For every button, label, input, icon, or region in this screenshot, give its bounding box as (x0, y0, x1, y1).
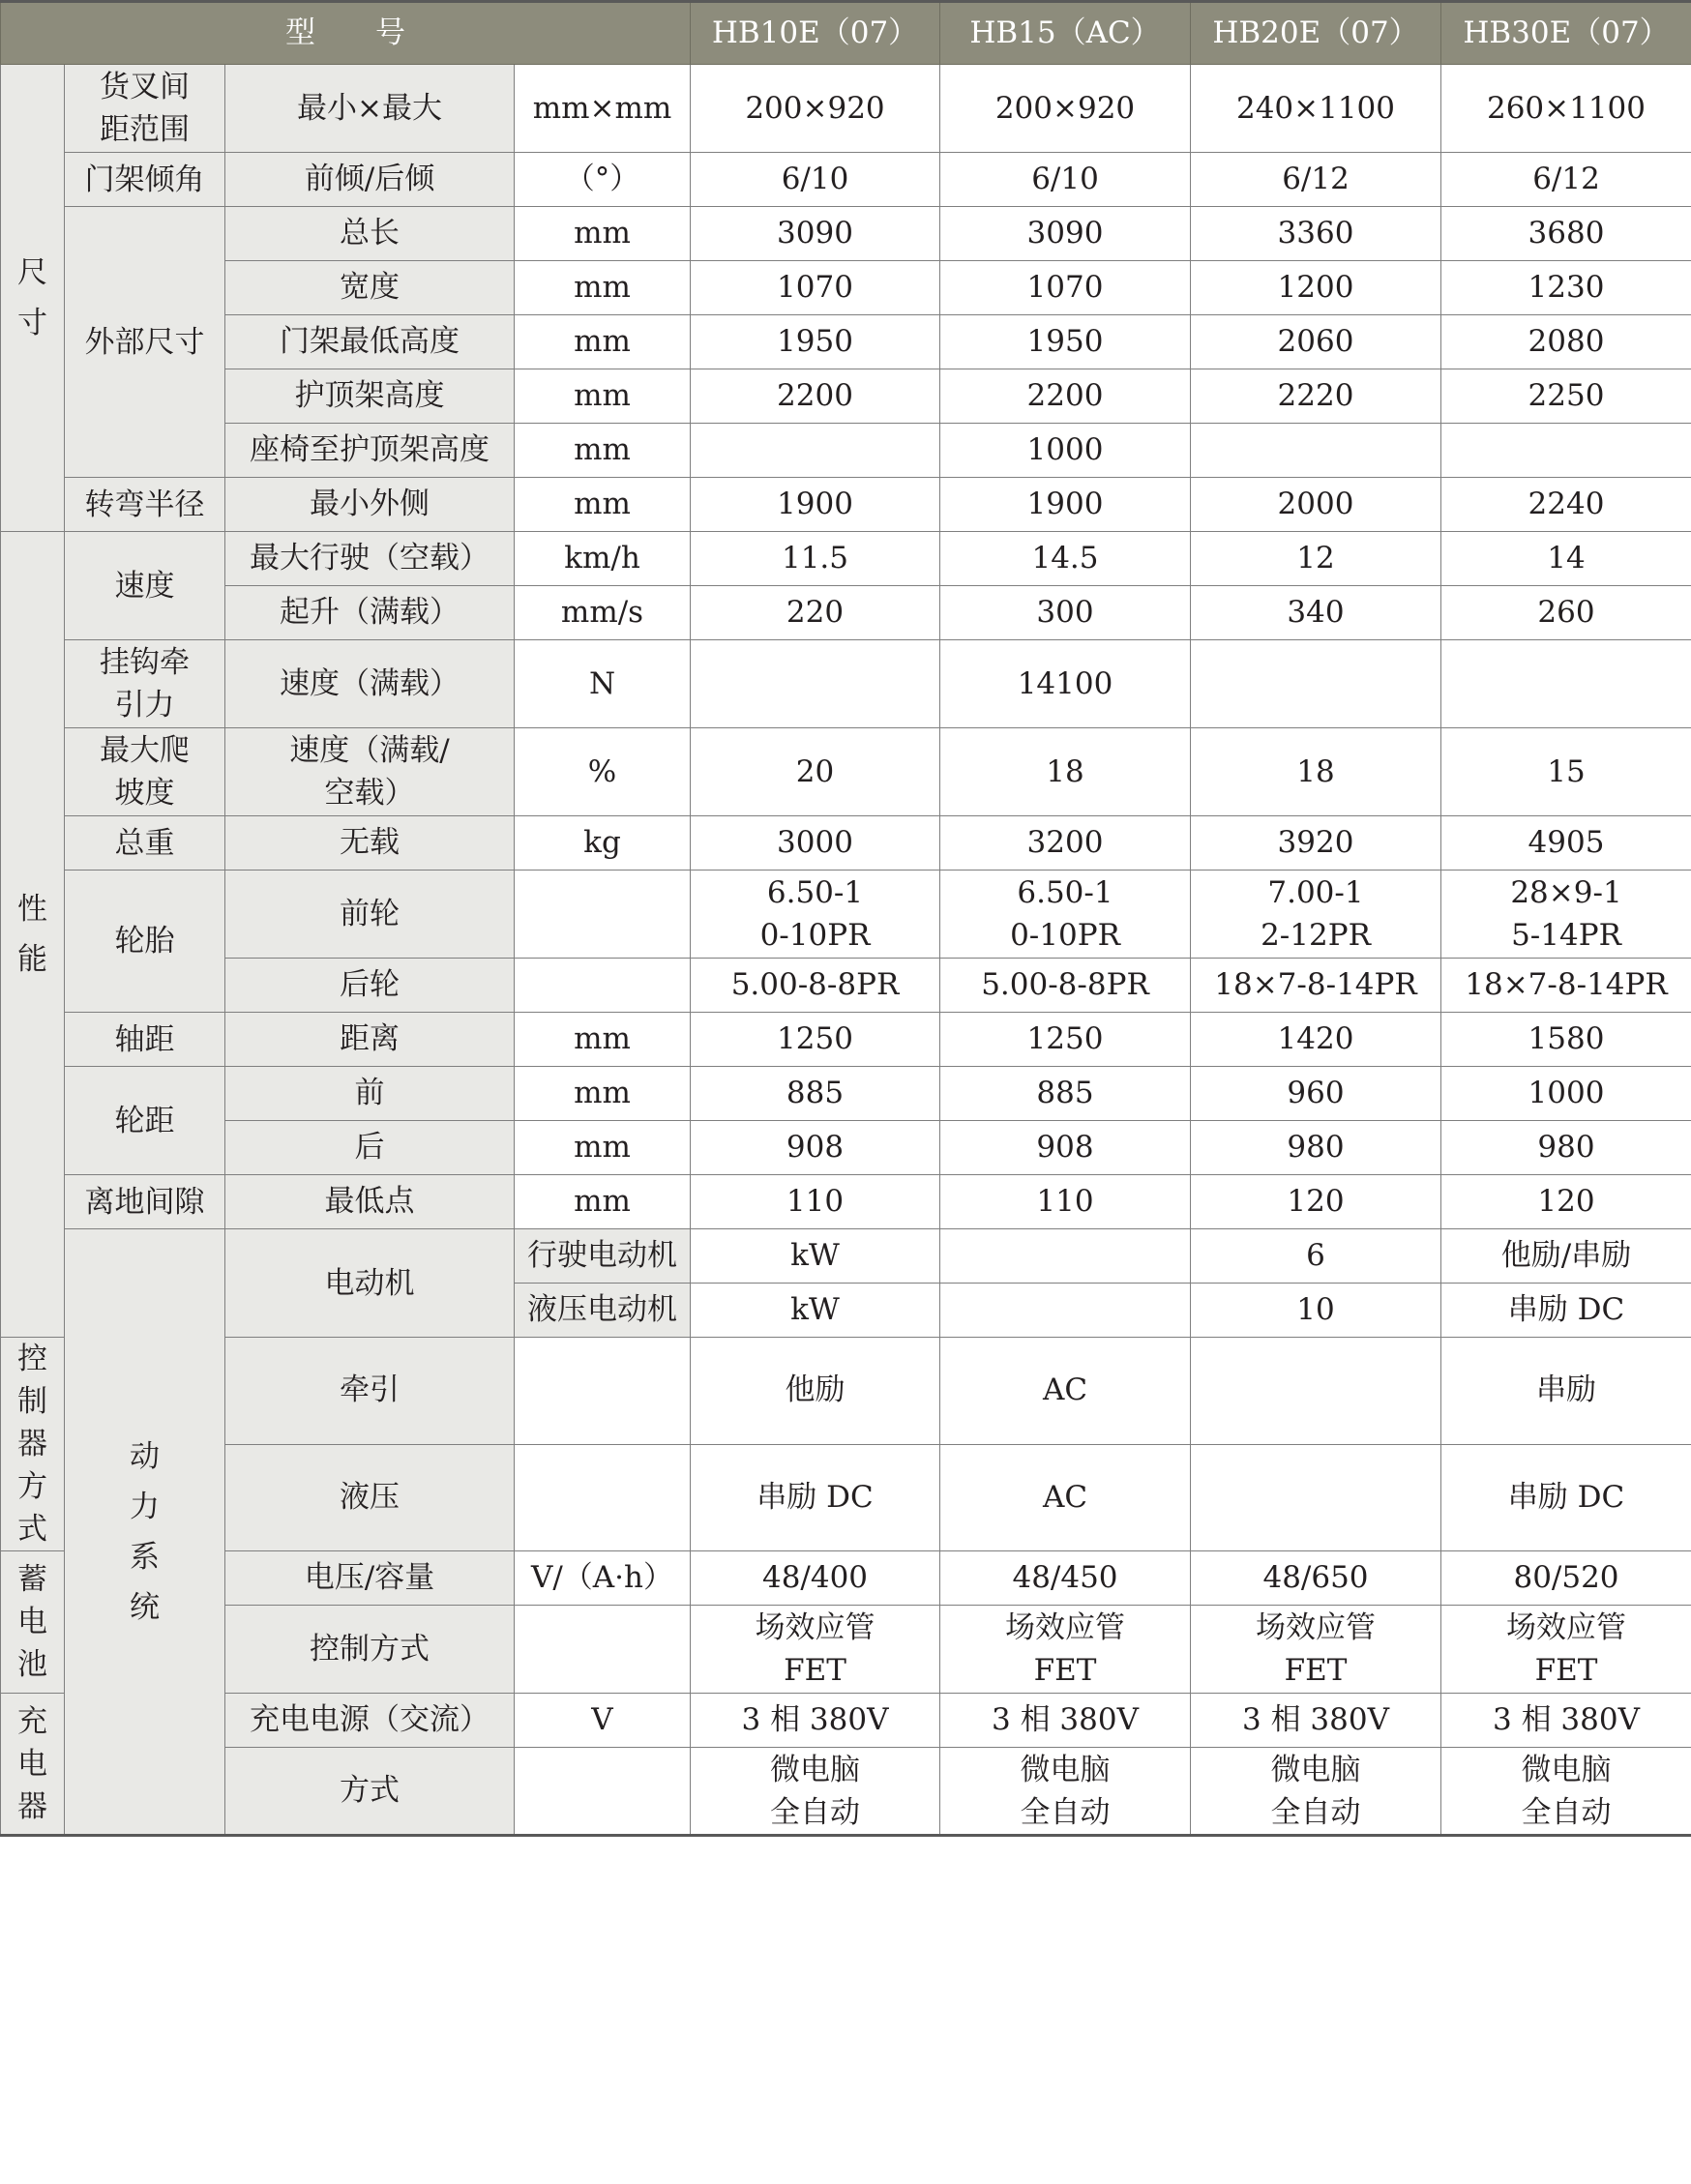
spec-name: 充电电源（交流） (225, 1694, 515, 1748)
spec-value: 980 (1191, 1121, 1441, 1175)
spec-name: 最小外侧 (225, 478, 515, 532)
spec-row-drive_motor (1, 1229, 1691, 1284)
spec-name: 牵引 (225, 1338, 515, 1445)
spec-value: 场效应管 FET (691, 1606, 940, 1694)
spec-value: 14.5 (940, 532, 1191, 586)
spec-value: 串励 DC (1441, 1444, 1691, 1551)
spec-name: 电压/容量 (225, 1551, 515, 1606)
spec-value: 18×7-8-14PR (1191, 959, 1441, 1013)
spec-row-charger_power (1, 1694, 1691, 1748)
spec-value: 300 (940, 586, 1191, 640)
sub-category: 轮距 (65, 1067, 225, 1175)
spec-value: 场效应管 FET (1441, 1606, 1691, 1694)
spec-row-seat_to_guard (1, 424, 1691, 478)
spec-value: 2220 (1191, 369, 1441, 424)
spec-name: 前轮 (225, 871, 515, 959)
spec-value (1191, 424, 1441, 478)
spec-name: 起升（满载） (225, 586, 515, 640)
spec-value: 6 (1191, 1229, 1441, 1284)
spec-unit: N (515, 640, 691, 728)
spec-value: 微电脑 全自动 (1191, 1748, 1441, 1836)
spec-value: 3000 (691, 816, 940, 871)
spec-value: 4905 (1441, 816, 1691, 871)
spec-name: 座椅至护顶架高度 (225, 424, 515, 478)
spec-value: 18 (1191, 728, 1441, 816)
spec-value: 885 (691, 1067, 940, 1121)
spec-value: 48/450 (940, 1551, 1191, 1606)
spec-name: 方式 (225, 1748, 515, 1836)
spec-value: 2080 (1441, 315, 1691, 369)
spec-row-guard_height (1, 369, 1691, 424)
spec-row-total_weight (1, 816, 1691, 871)
spec-value: 12 (1191, 532, 1441, 586)
spec-value: 2000 (1191, 478, 1441, 532)
spec-value: 11.5 (691, 532, 940, 586)
spec-value: 6/12 (1441, 153, 1691, 207)
spec-value (691, 424, 940, 478)
spec-value (1441, 424, 1691, 478)
spec-value: 1070 (691, 261, 940, 315)
spec-value: 串励 DC (691, 1444, 940, 1551)
spec-unit: kW (691, 1284, 940, 1338)
spec-value: 1580 (1441, 1013, 1691, 1067)
spec-value: 6/12 (1191, 153, 1441, 207)
sub-category: 充电器 (1, 1694, 65, 1836)
spec-name: 最小×最大 (225, 65, 515, 153)
spec-value: 2200 (691, 369, 940, 424)
spec-row-mast_tilt (1, 153, 1691, 207)
spec-row-drawbar_pull (1, 640, 1691, 728)
spec-row-lift_speed (1, 586, 1691, 640)
spec-unit: mm (515, 261, 691, 315)
group-text: 性能 (17, 892, 47, 977)
spec-value: 2240 (1441, 478, 1691, 532)
sub-category: 离地间隙 (65, 1175, 225, 1229)
spec-name: 最低点 (225, 1175, 515, 1229)
model-col: HB20E（07） (1191, 2, 1441, 65)
spec-value: 5.00-8-8PR (940, 959, 1191, 1013)
spec-value: 28×9-1 5-14PR (1441, 871, 1691, 959)
sub-category: 门架倾角 (65, 153, 225, 207)
spec-value: 1000 (940, 424, 1191, 478)
spec-name: 液压 (225, 1444, 515, 1551)
group-text: 动力系统 (130, 1438, 160, 1625)
spec-row-ground_clearance (1, 1175, 1691, 1229)
spec-value: 3090 (940, 207, 1191, 261)
spec-value: 2060 (1191, 315, 1441, 369)
spec-value: 6/10 (940, 153, 1191, 207)
spec-row-fork_range (1, 65, 1691, 153)
spec-value: 14100 (940, 640, 1191, 728)
spec-name: 控制方式 (225, 1606, 515, 1694)
spec-value: 6/10 (691, 153, 940, 207)
group-label-performance (1, 532, 65, 1338)
spec-value: 200×920 (691, 65, 940, 153)
spec-value: 3360 (1191, 207, 1441, 261)
spec-value: 885 (940, 1067, 1191, 1121)
spec-unit (515, 959, 691, 1013)
spec-value: 220 (691, 586, 940, 640)
spec-value: 1070 (940, 261, 1191, 315)
spec-unit: mm (515, 1013, 691, 1067)
spec-value: 微电脑 全自动 (1441, 1748, 1691, 1836)
spec-row-front_tire (1, 871, 1691, 959)
spec-value: 20 (691, 728, 940, 816)
spec-row-turn_radius (1, 478, 1691, 532)
spec-value: 3920 (1191, 816, 1441, 871)
spec-value: 1000 (1441, 1067, 1691, 1121)
model-col: HB30E（07） (1441, 2, 1691, 65)
sub-category: 外部尺寸 (65, 207, 225, 478)
spec-unit: mm (515, 1121, 691, 1175)
spec-value: 48/650 (1191, 1551, 1441, 1606)
spec-value: 15 (1441, 728, 1691, 816)
spec-value: AC (940, 1338, 1191, 1445)
spec-value: 3 相 380V (940, 1694, 1191, 1748)
sub-category: 控制器 方式 (1, 1338, 65, 1551)
spec-value (1191, 640, 1441, 728)
group-text: 尺寸 (17, 255, 47, 340)
spec-unit: kg (515, 816, 691, 871)
spec-value: 1950 (691, 315, 940, 369)
spec-value: 3 相 380V (1441, 1694, 1691, 1748)
spec-value: 3090 (691, 207, 940, 261)
spec-value (1191, 1444, 1441, 1551)
spec-value: 微电脑 全自动 (940, 1748, 1191, 1836)
spec-value: 120 (1441, 1175, 1691, 1229)
spec-value: 340 (1191, 586, 1441, 640)
spec-name: 门架最低高度 (225, 315, 515, 369)
spec-unit: mm (515, 369, 691, 424)
spec-unit: mm/s (515, 586, 691, 640)
spec-value: 2200 (940, 369, 1191, 424)
spec-unit: mm (515, 207, 691, 261)
spec-unit: （°） (515, 153, 691, 207)
spec-name: 行驶电动机 (515, 1229, 691, 1284)
spec-value: 2250 (1441, 369, 1691, 424)
spec-value: 960 (1191, 1067, 1441, 1121)
spec-row-ctrl_hydraulic (1, 1444, 1691, 1551)
spec-row-total_length (1, 207, 1691, 261)
spec-value: 微电脑 全自动 (691, 1748, 940, 1836)
spec-name: 前 (225, 1067, 515, 1121)
spec-row-gradeability (1, 728, 1691, 816)
spec-value: 48/400 (691, 1551, 940, 1606)
spec-value: 场效应管 FET (1191, 1606, 1441, 1694)
spec-unit: mm (515, 424, 691, 478)
spec-value: 1900 (691, 478, 940, 532)
spec-name: 护顶架高度 (225, 369, 515, 424)
model-col: HB15（AC） (940, 2, 1191, 65)
spec-unit (515, 1606, 691, 1694)
sub-category: 挂钩牵 引力 (65, 640, 225, 728)
spec-name: 宽度 (225, 261, 515, 315)
spec-name: 前倾/后倾 (225, 153, 515, 207)
spec-unit: kW (691, 1229, 940, 1284)
spec-value: 260 (1441, 586, 1691, 640)
spec-value: 1230 (1441, 261, 1691, 315)
spec-value: 18 (940, 728, 1191, 816)
spec-unit: mm (515, 478, 691, 532)
sub-category: 总重 (65, 816, 225, 871)
spec-value: 14 (1441, 532, 1691, 586)
spec-name: 后轮 (225, 959, 515, 1013)
spec-row-ctrl_traction (1, 1338, 1691, 1445)
spec-value: 980 (1441, 1121, 1691, 1175)
group-label-dimensions (1, 65, 65, 532)
sub-category: 最大爬 坡度 (65, 728, 225, 816)
spec-value: 他励/串励 (1441, 1229, 1691, 1284)
spec-value (940, 1284, 1191, 1338)
header-row (1, 2, 1691, 65)
spec-row-rear_tire (1, 959, 1691, 1013)
spec-value: 6.50-1 0-10PR (691, 871, 940, 959)
spec-value: 1900 (940, 478, 1191, 532)
spec-name: 后 (225, 1121, 515, 1175)
spec-unit (515, 871, 691, 959)
spec-value: 1420 (1191, 1013, 1441, 1067)
spec-name: 速度（满载） (225, 640, 515, 728)
spec-name: 总长 (225, 207, 515, 261)
spec-row-charger_mode (1, 1748, 1691, 1836)
spec-unit: mm (515, 1067, 691, 1121)
spec-row-tread_front (1, 1067, 1691, 1121)
spec-name: 速度（满载/ 空载） (225, 728, 515, 816)
spec-value: 200×920 (940, 65, 1191, 153)
spec-value (1191, 1338, 1441, 1445)
group-label-power_system (65, 1229, 225, 1836)
spec-row-tread_rear (1, 1121, 1691, 1175)
spec-unit: V/（A·h） (515, 1551, 691, 1606)
spec-unit (515, 1748, 691, 1836)
spec-value: 5.00-8-8PR (691, 959, 940, 1013)
model-col: HB10E（07） (691, 2, 940, 65)
spec-value: 1200 (1191, 261, 1441, 315)
spec-unit: % (515, 728, 691, 816)
spec-value (940, 1229, 1191, 1284)
spec-value: 120 (1191, 1175, 1441, 1229)
spec-value: AC (940, 1444, 1191, 1551)
sub-category: 货叉间 距范围 (65, 65, 225, 153)
spec-value: 6.50-1 0-10PR (940, 871, 1191, 959)
spec-row-max_travel (1, 532, 1691, 586)
spec-value: 场效应管 FET (940, 1606, 1191, 1694)
spec-value: 110 (691, 1175, 940, 1229)
spec-row-battery_control (1, 1606, 1691, 1694)
spec-value: 7.00-1 2-12PR (1191, 871, 1441, 959)
spec-value: 他励 (691, 1338, 940, 1445)
spec-value: 10 (1191, 1284, 1441, 1338)
spec-value: 110 (940, 1175, 1191, 1229)
spec-value: 串励 (1441, 1338, 1691, 1445)
sub-category: 轴距 (65, 1013, 225, 1067)
sub-category: 电动机 (225, 1229, 515, 1338)
spec-value: 18×7-8-14PR (1441, 959, 1691, 1013)
spec-unit: km/h (515, 532, 691, 586)
sub-category: 转弯半径 (65, 478, 225, 532)
spec-value: 1250 (691, 1013, 940, 1067)
spec-value (1441, 640, 1691, 728)
spec-name: 无载 (225, 816, 515, 871)
spec-value: 80/520 (1441, 1551, 1691, 1606)
spec-value: 3680 (1441, 207, 1691, 261)
spec-value: 240×1100 (1191, 65, 1441, 153)
spec-value: 3 相 380V (1191, 1694, 1441, 1748)
spec-unit: mm (515, 315, 691, 369)
sub-category: 蓄电池 (1, 1551, 65, 1694)
spec-unit (515, 1444, 691, 1551)
spec-value: 3200 (940, 816, 1191, 871)
spec-value: 1250 (940, 1013, 1191, 1067)
spec-value: 串励 DC (1441, 1284, 1691, 1338)
sub-category: 轮胎 (65, 871, 225, 1013)
spec-value (691, 640, 940, 728)
spec-name: 距离 (225, 1013, 515, 1067)
spec-value: 3 相 380V (691, 1694, 940, 1748)
spec-unit: mm×mm (515, 65, 691, 153)
spec-row-wheelbase (1, 1013, 1691, 1067)
sub-category: 速度 (65, 532, 225, 640)
spec-value: 908 (940, 1121, 1191, 1175)
spec-row-width (1, 261, 1691, 315)
model-label: 型 号 (1, 2, 691, 65)
spec-name: 液压电动机 (515, 1284, 691, 1338)
spec-row-battery_voltage (1, 1551, 1691, 1606)
spec-row-mast_min_height (1, 315, 1691, 369)
spec-unit (515, 1338, 691, 1445)
spec-unit: V (515, 1694, 691, 1748)
spec-value: 260×1100 (1441, 65, 1691, 153)
spec-value: 908 (691, 1121, 940, 1175)
spec-unit: mm (515, 1175, 691, 1229)
spec-value: 1950 (940, 315, 1191, 369)
spec-name: 最大行驶（空载） (225, 532, 515, 586)
